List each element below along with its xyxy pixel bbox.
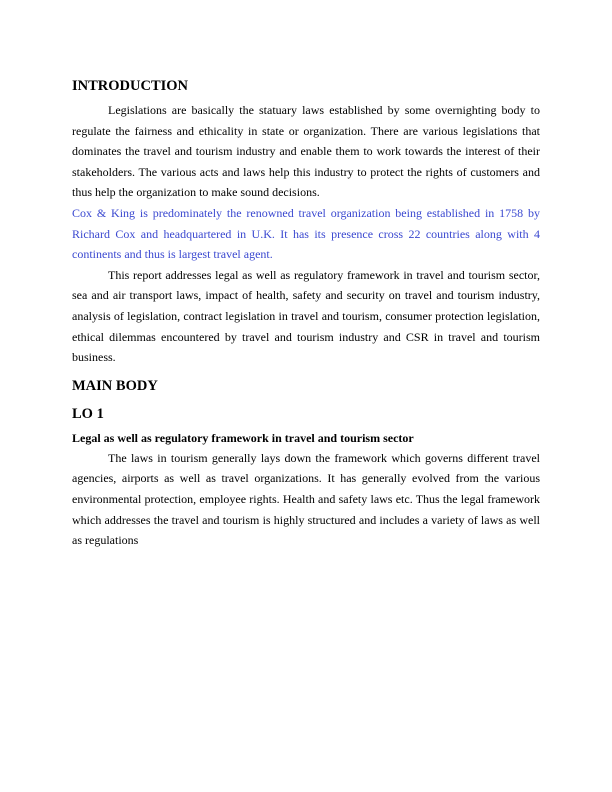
legal-framework-subheading: Legal as well as regulatory framework in travel and tourism sector [72,430,414,445]
company-overview-paragraph: Cox & King is predominately the renowned travel organization being established in 1758 by Richard Cox and headquartered in U.K. It has its presence cross 22 countries along with 4 continents and thus is largest travel agent. [72,205,540,262]
introduction-heading: INTRODUCTION [72,78,189,94]
page-content [72,76,540,551]
introduction-paragraph-1: Legislations are basically the statuary laws established by some overnighting body to regulate the fairness and ethicality in state or organization. There are various legislations that dominates the travel and tourism industry and enable them to work towards the interest of their stakeholders. The various acts and laws help this industry to protect the rights of customers and thus help the organization to make sound decisions. [72,103,540,200]
legal-framework-paragraph: The laws in tourism generally lays down the framework which governs different travel agencies, airports as well as travel organizations. It has generally evolved from the various environmental protection, employee rights. Health and safety laws etc. Thus the legal framework which addresses the travel and tourism is highly structured and includes a variety of laws as well as regulations [72,450,540,548]
introduction-paragraph-2: This report addresses legal as well as regulatory framework in travel and tourism sector, sea and air transport laws, impact of health, safety and security on travel and tourism industry, analysis of legislation, contract legislation in travel and tourism, consumer protection legislation, ethical dilemmas encountered by travel and tourism industry and CSR in travel and tourism business. [72,267,540,365]
lo1-heading: LO 1 [72,405,104,422]
main-body-heading: MAIN BODY [72,377,158,394]
